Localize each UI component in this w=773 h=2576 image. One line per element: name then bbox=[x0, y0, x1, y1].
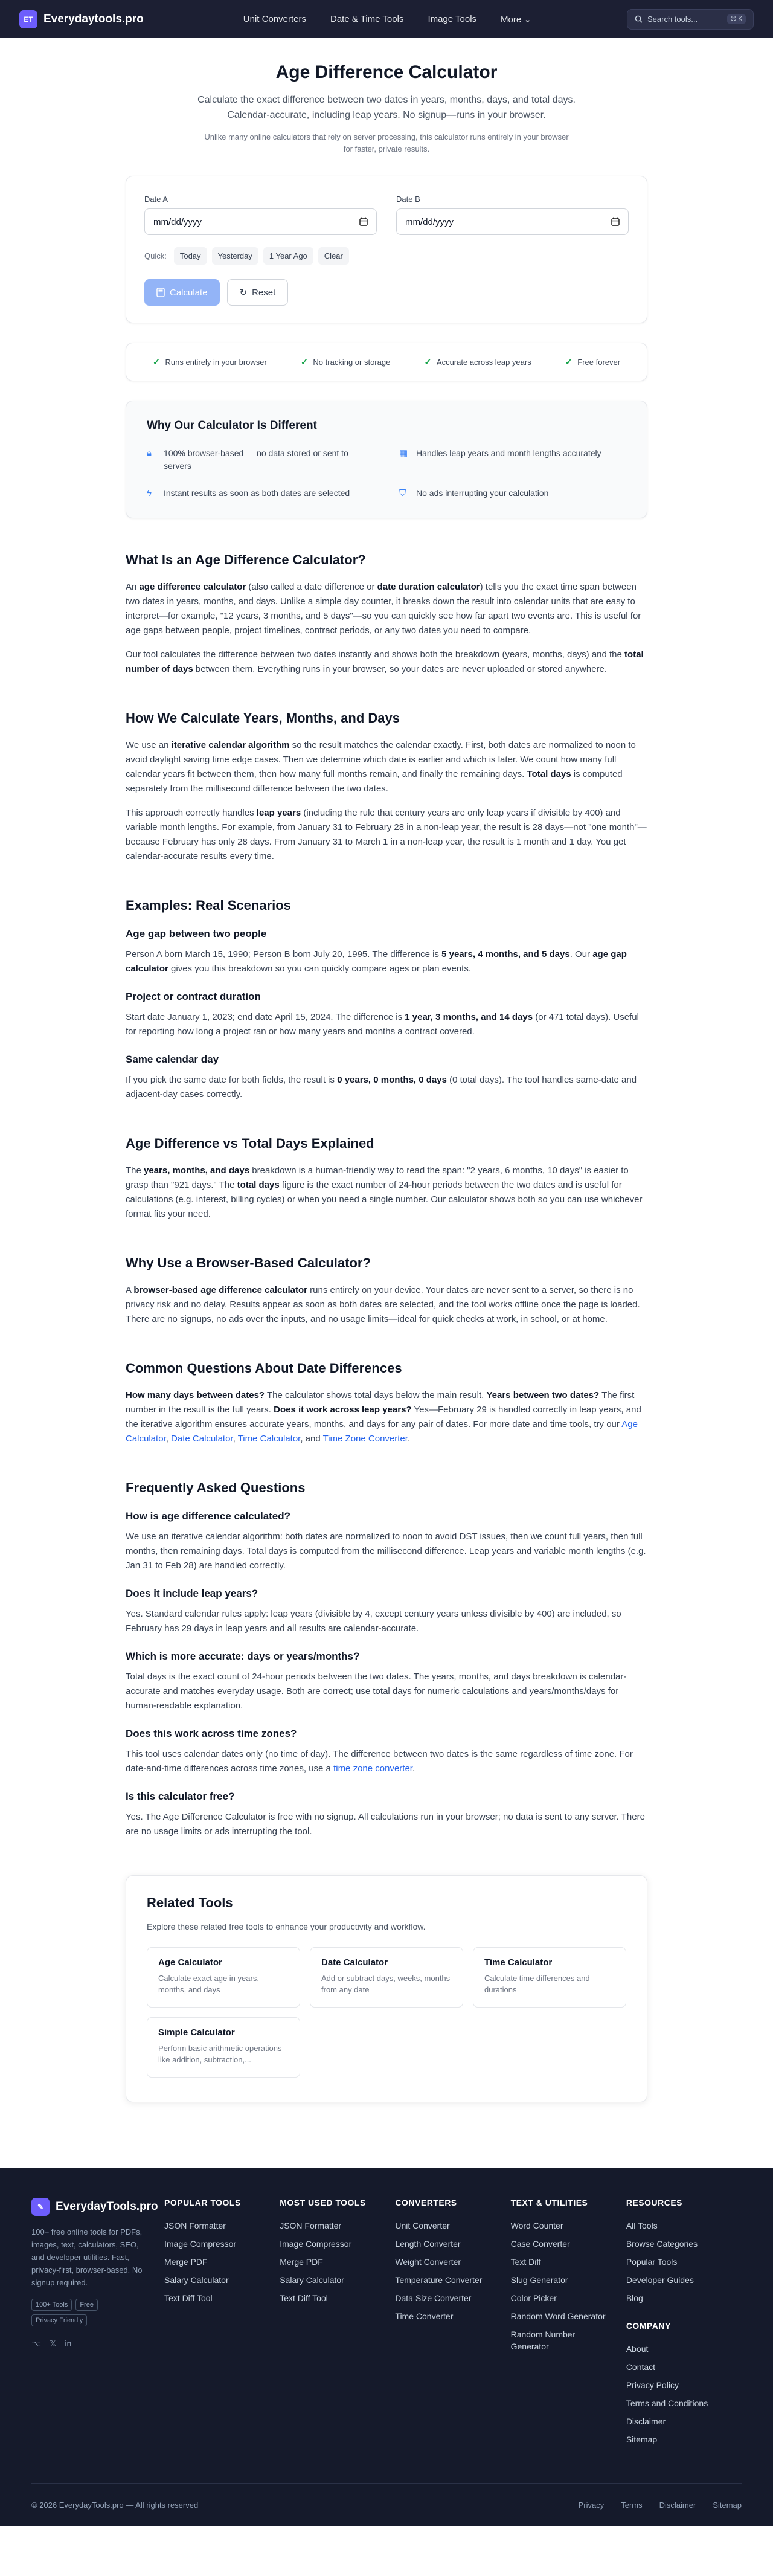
brand-name: Everydaytools.pro bbox=[43, 12, 144, 25]
chevron-down-icon: ⌄ bbox=[524, 14, 531, 25]
wrench-icon: ✎ bbox=[31, 2198, 50, 2216]
paragraph: Start date January 1, 2023; end date April 15, 2024. The difference is 1 year, 3 months, and 14 days (or 471 total days). Useful for reporting how long a project ran or how many years and months a contract covered. bbox=[126, 1012, 639, 1037]
paragraph: The years, months, and days breakdown is a human-friendly way to read the span: "2 years, 6 months, 10 days" is easier to grasp than "921 days." The total days figure is the exact number of 24-hour periods between the two dates and is useful for calculations (e.g. interest, billing cycles) or when you need a single number. Our calculator shows both so you can use whichever format fits your need. bbox=[126, 1165, 643, 1219]
footer-link[interactable]: Image Compressor bbox=[164, 2239, 237, 2249]
calculator-card bbox=[126, 176, 647, 323]
footer-link[interactable]: Case Converter bbox=[510, 2239, 570, 2249]
faq-question: How is age difference calculated? bbox=[126, 1510, 291, 1522]
quick-yesterday-button[interactable]: Yesterday bbox=[212, 247, 258, 265]
calculator-icon bbox=[156, 288, 165, 297]
trust-item bbox=[301, 356, 390, 367]
faq-answer: Yes. Standard calendar rules apply: leap years (divisible by 4, except century years unless divisible by 400) are included, so February has 29 days in leap years and all results are calendar-accurate. bbox=[126, 1609, 621, 1634]
footer-link[interactable]: Weight Converter bbox=[395, 2257, 461, 2267]
footer-col-most-used: MOST USED TOOLS JSON Formatter Image Compressor Merge PDF Salary Calculator Text Diff Tool bbox=[280, 2198, 395, 2452]
date-a-label: Date A bbox=[144, 195, 168, 204]
footer-link[interactable]: Data Size Converter bbox=[395, 2293, 472, 2303]
faq-question: Does this work across time zones? bbox=[126, 1728, 297, 1739]
why-text: 100% browser-based — no data stored or sent to servers bbox=[164, 448, 348, 471]
footer-link[interactable]: Contact bbox=[626, 2362, 656, 2372]
date-calculator-link[interactable]: Date Calculator bbox=[171, 1434, 233, 1444]
reset-label: Reset bbox=[252, 287, 276, 298]
section-title: Why Use a Browser-Based Calculator? bbox=[126, 1255, 371, 1270]
github-icon[interactable]: ⌥ bbox=[31, 2339, 42, 2348]
logo-icon: ET bbox=[19, 10, 37, 28]
faq-answer: This tool uses calendar dates only (no time of day). The difference between two dates is the same regardless of time zone. For date-and-time differences across time zones, use a time zone converter. bbox=[126, 1749, 633, 1774]
related-subtitle: Explore these related free tools to enhance your productivity and workflow. bbox=[147, 1922, 426, 1931]
linkedin-icon[interactable]: in bbox=[65, 2339, 72, 2348]
nav-unit-converters[interactable]: Unit Converters bbox=[243, 13, 306, 24]
footer-link[interactable]: JSON Formatter bbox=[164, 2221, 226, 2230]
why-item bbox=[399, 487, 626, 500]
paragraph: We use an iterative calendar algorithm so the result matches the calendar exactly. First, both dates are normalized to noon to avoid daylight saving time edge cases. Then we determine which date is earlier and which is later. We count how many full calendar years fit between them, then how many full months remain, and finally the remaining days. Total days is computed separately from the millisecond difference between the two dates. bbox=[126, 740, 636, 794]
paragraph: If you pick the same date for both fields, the result is 0 years, 0 months, 0 days (0 total days). The tool handles same-date and adjacent-day cases correctly. bbox=[126, 1075, 637, 1100]
badge: 100+ Tools bbox=[31, 2299, 72, 2311]
footer-link[interactable]: Salary Calculator bbox=[164, 2275, 229, 2285]
footer-col-popular: POPULAR TOOLS JSON Formatter Image Compressor Merge PDF Salary Calculator Text Diff Tool bbox=[164, 2198, 280, 2452]
paragraph: A browser-based age difference calculator runs entirely on your device. Your dates are never sent to a server, so there is no privacy risk and no delay. Results appear as soon as both dates are selected, and the tool works offline once the page is loaded. There are no signups, no ads over the inputs, and no usage limits—ideal for quick checks at work, in school, or at home. bbox=[126, 1285, 640, 1324]
footer-link[interactable]: Random Number Generator bbox=[510, 2330, 576, 2351]
section-title: Frequently Asked Questions bbox=[126, 1480, 306, 1495]
section-common-questions bbox=[126, 1360, 647, 1446]
footer-col-resources: RESOURCES All Tools Browse Categories Popular Tools Developer Guides Blog COMPANY About Contact Privacy Policy Terms and Conditions Disclaimer Sitemap bbox=[626, 2198, 742, 2452]
why-different-card bbox=[126, 401, 647, 518]
page-title: Age Difference Calculator bbox=[275, 62, 498, 82]
footer-link[interactable]: Time Converter bbox=[395, 2311, 454, 2321]
footer-bottom-link[interactable]: Sitemap bbox=[713, 2500, 742, 2510]
trust-text: Accurate across leap years bbox=[436, 357, 531, 367]
footer-col-text-utilities: TEXT & UTILITIES Word Counter Case Converter Text Diff Slug Generator Color Picker Random Word Generator Random Number Generator bbox=[511, 2198, 626, 2452]
brand-link[interactable] bbox=[19, 10, 144, 28]
page-note: Unlike many online calculators that rely on server processing, this calculator runs entirely in your browser for faster, private results. bbox=[204, 132, 569, 153]
footer-link[interactable]: About bbox=[626, 2344, 649, 2354]
section-title: Common Questions About Date Differences bbox=[126, 1360, 402, 1376]
check-icon: ✓ bbox=[424, 357, 432, 367]
section-faq bbox=[126, 1480, 647, 1839]
footer-link[interactable]: Temperature Converter bbox=[395, 2275, 483, 2285]
check-icon: ✓ bbox=[300, 357, 309, 367]
why-item bbox=[147, 487, 374, 500]
reset-button[interactable] bbox=[227, 279, 289, 306]
footer-link[interactable]: Word Counter bbox=[510, 2221, 563, 2230]
time-calculator-link[interactable]: Time Calculator bbox=[237, 1434, 301, 1444]
date-a-input[interactable] bbox=[144, 208, 377, 235]
paragraph: Person A born March 15, 1990; Person B born July 20, 1995. The difference is 5 years, 4 months, and 5 days. Our age gap calculator gives you this breakdown so you can quickly compare ages or plan events. bbox=[126, 949, 627, 974]
calculate-label: Calculate bbox=[170, 287, 208, 298]
subsection-title: Project or contract duration bbox=[126, 991, 261, 1002]
calendar-icon[interactable] bbox=[359, 217, 368, 226]
quick-1-year-ago-button[interactable]: 1 Year Ago bbox=[263, 247, 313, 265]
footer-link[interactable]: Color Picker bbox=[510, 2293, 557, 2303]
footer-link[interactable]: Merge PDF bbox=[280, 2257, 323, 2267]
footer-link[interactable]: JSON Formatter bbox=[280, 2221, 342, 2230]
calculate-button[interactable] bbox=[144, 279, 220, 306]
footer-link[interactable]: Privacy Policy bbox=[626, 2380, 679, 2390]
nav-more-label: More bbox=[501, 14, 522, 25]
reset-icon: ↻ bbox=[239, 288, 248, 298]
search-placeholder: Search tools... bbox=[647, 14, 698, 24]
twitter-icon[interactable]: 𝕏 bbox=[50, 2339, 57, 2348]
calendar-icon: ▦ bbox=[399, 448, 408, 459]
why-text: No ads interrupting your calculation bbox=[416, 488, 549, 498]
footer-link[interactable]: Slug Generator bbox=[510, 2275, 568, 2285]
check-icon: ✓ bbox=[152, 357, 161, 367]
search-icon bbox=[635, 15, 643, 23]
faq-question: Which is more accurate: days or years/months? bbox=[126, 1650, 360, 1662]
trust-item bbox=[424, 356, 531, 367]
footer-bottom-link[interactable]: Privacy bbox=[578, 2500, 605, 2510]
trust-item bbox=[153, 356, 267, 367]
faq-answer: Yes. The Age Difference Calculator is free with no signup. All calculations run in your browser; no data is sent to any server. There are no usage limits or ads interrupting the tool. bbox=[126, 1812, 645, 1837]
nav-more[interactable] bbox=[501, 14, 531, 25]
nav-date-time-tools[interactable]: Date & Time Tools bbox=[330, 13, 404, 24]
related-tool-time-calculator[interactable]: Time Calculator Calculate time differences and durations bbox=[473, 1947, 626, 2008]
time-zone-converter-link[interactable]: time zone converter bbox=[333, 1763, 412, 1774]
footer-link[interactable]: Blog bbox=[626, 2293, 643, 2303]
why-title: Why Our Calculator Is Different bbox=[147, 419, 317, 432]
faq-question: Does it include leap years? bbox=[126, 1588, 258, 1599]
section-how-we-calculate bbox=[126, 710, 647, 864]
section-title: Examples: Real Scenarios bbox=[126, 898, 291, 913]
trust-bar bbox=[126, 343, 647, 381]
related-tool-date-calculator[interactable]: Date Calculator Add or subtract days, weeks, months from any date bbox=[310, 1947, 463, 2008]
related-tool-age-calculator[interactable]: Age Calculator Calculate exact age in years, months, and days bbox=[147, 1947, 300, 2008]
badge: Free bbox=[75, 2299, 98, 2311]
paragraph: How many days between dates? The calculator shows total days below the main result. Years between two dates? The first number in the result is the full years. Does it work across leap years? Yes—February 29 is handled correctly in leap years, and the iterative algorithm ensures accurate years, months, and days for any pair of dates. For more date and time tools, try our Age Calculator, Date Calculator, Time Calculator, and Time Zone Converter. bbox=[126, 1390, 641, 1444]
why-item bbox=[147, 447, 374, 472]
footer-link[interactable]: Unit Converter bbox=[395, 2221, 450, 2230]
top-nav bbox=[0, 0, 773, 38]
footer-link[interactable]: Salary Calculator bbox=[280, 2275, 344, 2285]
footer-link[interactable]: Length Converter bbox=[395, 2239, 461, 2249]
badge: Privacy Friendly bbox=[31, 2314, 87, 2326]
date-b-input[interactable] bbox=[396, 208, 629, 235]
faq-answer: We use an iterative calendar algorithm: both dates are normalized to noon to avoid DST issues, then we count full years, then full months, then remaining days. Total days is computed from the millisecond difference. Leap years and variable month lengths (e.g. Jan 31 to Feb 28) are handled correctly. bbox=[126, 1531, 646, 1571]
section-what-is bbox=[126, 552, 647, 677]
footer-link[interactable]: Image Compressor bbox=[280, 2239, 352, 2249]
section-browser-based bbox=[126, 1255, 647, 1327]
calendar-icon[interactable] bbox=[611, 217, 620, 226]
section-title: Age Difference vs Total Days Explained bbox=[126, 1136, 374, 1151]
date-a-placeholder: mm/dd/yyyy bbox=[153, 216, 202, 227]
page-subtitle: Calculate the exact difference between two dates in years, months, days, and total days. Calendar-accurate, including leap years. No signup—runs in your browser. bbox=[197, 95, 576, 120]
footer-link[interactable]: Sitemap bbox=[626, 2435, 658, 2444]
footer-bottom-link[interactable]: Disclaimer bbox=[659, 2500, 696, 2510]
related-tool-simple-calculator[interactable]: Simple Calculator Perform basic arithmetic operations like addition, subtraction,... bbox=[147, 2017, 300, 2078]
search-button[interactable] bbox=[627, 9, 754, 30]
section-title: How We Calculate Years, Months, and Days bbox=[126, 710, 400, 726]
trust-text: No tracking or storage bbox=[313, 357, 391, 367]
time-zone-converter-link[interactable]: Time Zone Converter bbox=[322, 1434, 408, 1444]
paragraph: This approach correctly handles leap years (including the rule that century years are only leap years if divisible by 400) and variable month lengths. For example, from January 31 to February 28 in a non-leap year, the result is 28 days—not "one month"—because February has only 28 days. From January 31 to March 1 in a non-leap year, the result is 1 month and 1 day. You get calendar-accurate results every time. bbox=[126, 808, 647, 861]
paragraph: Our tool calculates the difference between two dates instantly and shows both the breakdown (years, months, days) and the total number of days between them. Everything runs in your browser, so your dates are never uploaded or stored anywhere. bbox=[126, 649, 644, 674]
footer-link[interactable]: Disclaimer bbox=[626, 2417, 666, 2426]
footer-link[interactable]: Popular Tools bbox=[626, 2257, 678, 2267]
lightning-icon: ϟ bbox=[147, 488, 152, 498]
section-title: What Is an Age Difference Calculator? bbox=[126, 552, 366, 567]
footer-link[interactable]: Text Diff Tool bbox=[164, 2293, 213, 2303]
quick-clear-button[interactable]: Clear bbox=[318, 247, 349, 265]
copyright: © 2026 EverydayTools.pro — All rights reserved bbox=[31, 2500, 199, 2510]
age-calculator-link[interactable]: Age Calculator bbox=[126, 1419, 638, 1444]
date-b-placeholder: mm/dd/yyyy bbox=[405, 216, 454, 227]
paragraph: An age difference calculator (also called a date difference or date duration calculator) tells you the exact time span between two dates in years, months, and days. Unlike a simple day counter, it breaks down the result into calendar units that are easy to interpret—for example, "12 years, 3 months, and 5 days"—so you can quickly see how far apart two events are. This is useful for age gaps between people, project timelines, contract periods, or any two dates you need to compare. bbox=[126, 582, 641, 636]
footer-link[interactable]: Developer Guides bbox=[626, 2275, 694, 2285]
footer-link[interactable]: Browse Categories bbox=[626, 2239, 698, 2249]
quick-today-button[interactable]: Today bbox=[174, 247, 207, 265]
related-tools-card bbox=[126, 1875, 647, 2102]
trust-item bbox=[565, 356, 620, 367]
footer-col-converters: CONVERTERS Unit Converter Length Converter Weight Converter Temperature Converter Data Size Converter Time Converter bbox=[395, 2198, 510, 2452]
why-item bbox=[399, 447, 626, 472]
faq-answer: Total days is the exact count of 24-hour periods between the two dates. The years, months, and days breakdown is calendar-accurate and matches everyday usage. Both are correct; use total days for numeric calculations and years/months/days for human-readable explanation. bbox=[126, 1672, 627, 1711]
footer bbox=[0, 2168, 773, 2526]
why-text: Instant results as soon as both dates are selected bbox=[164, 488, 350, 498]
subsection-title: Same calendar day bbox=[126, 1054, 219, 1065]
quick-label: Quick: bbox=[144, 251, 167, 260]
footer-bottom-link[interactable]: Terms bbox=[621, 2500, 643, 2510]
footer-link[interactable]: Terms and Conditions bbox=[626, 2398, 708, 2408]
nav-image-tools[interactable]: Image Tools bbox=[428, 13, 477, 24]
shield-icon: ⛉ bbox=[399, 488, 406, 498]
footer-link[interactable]: Random Word Generator bbox=[510, 2311, 606, 2321]
footer-brand[interactable]: EverydayTools.pro bbox=[56, 2200, 158, 2213]
section-examples bbox=[126, 898, 647, 1102]
footer-link[interactable]: Merge PDF bbox=[164, 2257, 208, 2267]
section-vs-total-days bbox=[126, 1136, 647, 1222]
trust-text: Free forever bbox=[577, 357, 621, 367]
footer-link[interactable]: Text Diff Tool bbox=[280, 2293, 328, 2303]
why-text: Handles leap years and month lengths accurately bbox=[416, 448, 601, 458]
related-title: Related Tools bbox=[147, 1895, 233, 1910]
trust-text: Runs entirely in your browser bbox=[165, 357, 267, 367]
date-b-label: Date B bbox=[396, 195, 420, 204]
lock-icon: 🔒︎ bbox=[147, 448, 152, 459]
footer-description: 100+ free online tools for PDFs, images, text, calculators, SEO, and developer utilities. Fast, privacy-first, browser-based. No signup required. bbox=[31, 2227, 143, 2287]
footer-link[interactable]: Text Diff bbox=[510, 2257, 541, 2267]
faq-question: Is this calculator free? bbox=[126, 1791, 235, 1802]
footer-link[interactable]: All Tools bbox=[626, 2221, 658, 2230]
check-icon: ✓ bbox=[565, 357, 573, 367]
search-shortcut: ⌘ K bbox=[727, 14, 746, 24]
subsection-title: Age gap between two people bbox=[126, 928, 267, 939]
